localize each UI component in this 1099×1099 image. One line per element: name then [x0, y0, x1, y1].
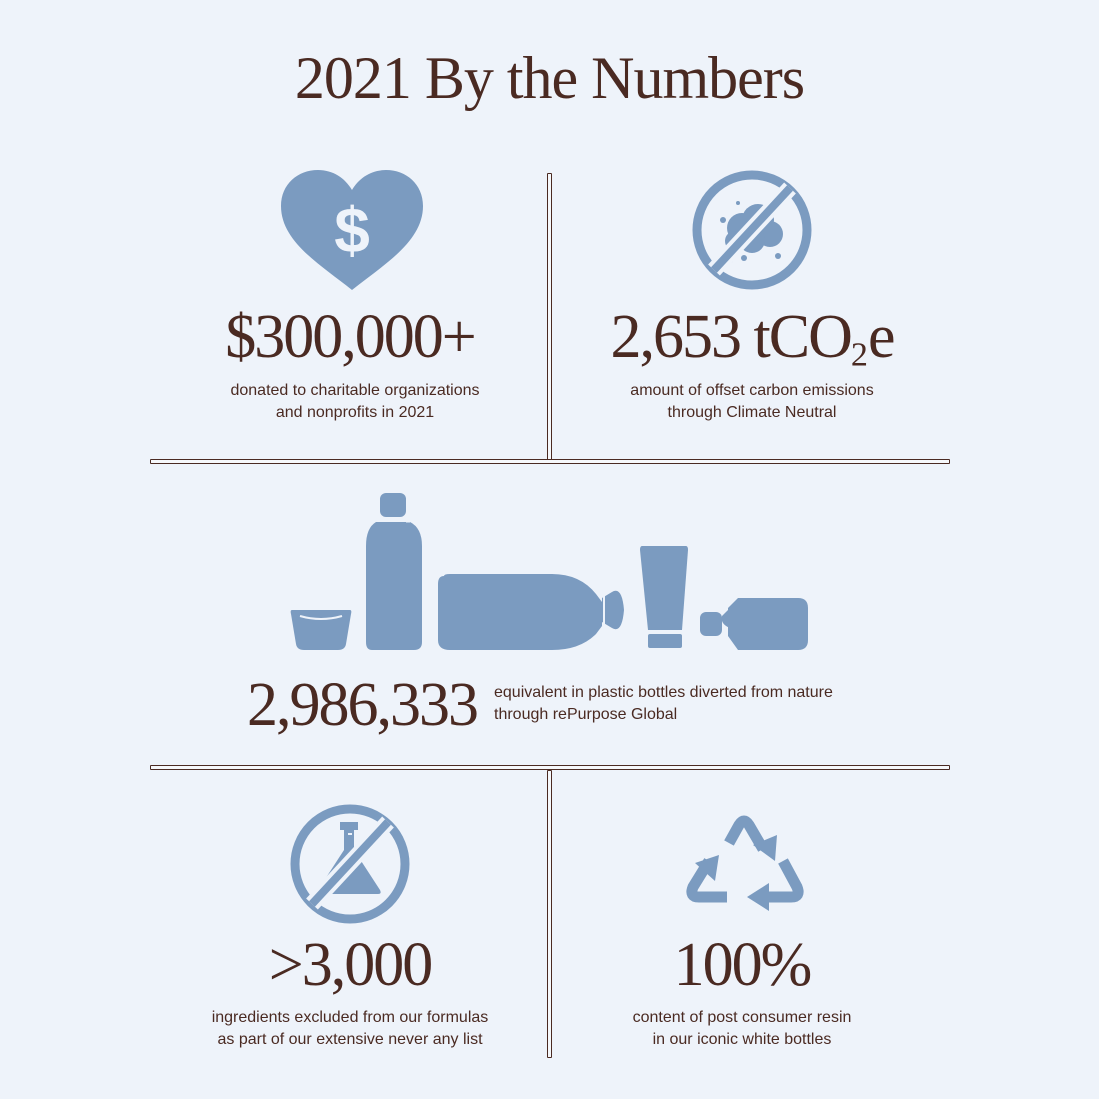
carbon-description — [552, 380, 952, 424]
donations-line-2: and nonprofits in 2021 — [275, 404, 435, 421]
carbon-line-2: through Climate Neutral — [667, 404, 837, 421]
no-emissions-icon — [690, 168, 814, 292]
ingredients-value: >3,000 — [268, 931, 432, 999]
horizontal-divider-top — [150, 459, 950, 464]
carbon-value-subscript: 2 — [850, 336, 868, 374]
no-chemicals-icon — [288, 802, 412, 926]
plastic-line-2: through rePurpose Global — [494, 706, 678, 723]
carbon-value-main: 2,653 tCO — [610, 303, 851, 371]
svg-text:$: $ — [334, 194, 370, 266]
ingredients-description — [145, 1007, 555, 1051]
plastic-value: 2,986,333 — [247, 671, 477, 739]
recycle-icon — [683, 805, 805, 923]
carbon-value — [552, 302, 952, 375]
resin-line-2: in our iconic white bottles — [652, 1031, 832, 1048]
donations-value: $300,000+ — [225, 303, 475, 371]
heart-dollar-icon — [281, 170, 423, 292]
ingredients-line-1: ingredients excluded from our formulas — [211, 1009, 489, 1026]
carbon-line-1: amount of offset carbon emissions — [630, 382, 874, 399]
ingredients-line-2: as part of our extensive never any list — [217, 1031, 483, 1048]
carbon-value-end: e — [867, 303, 894, 371]
resin-value: 100% — [673, 931, 811, 999]
page-title: 2021 By the Numbers — [294, 45, 805, 111]
plastic-bottles-icon — [290, 490, 810, 655]
donations-description — [150, 380, 560, 424]
plastic-line-1: equivalent in plastic bottles diverted from nature — [494, 684, 833, 701]
donations-line-1: donated to charitable organizations — [230, 382, 480, 399]
plastic-description — [494, 682, 924, 726]
resin-description — [552, 1007, 932, 1051]
resin-line-1: content of post consumer resin — [632, 1009, 852, 1026]
